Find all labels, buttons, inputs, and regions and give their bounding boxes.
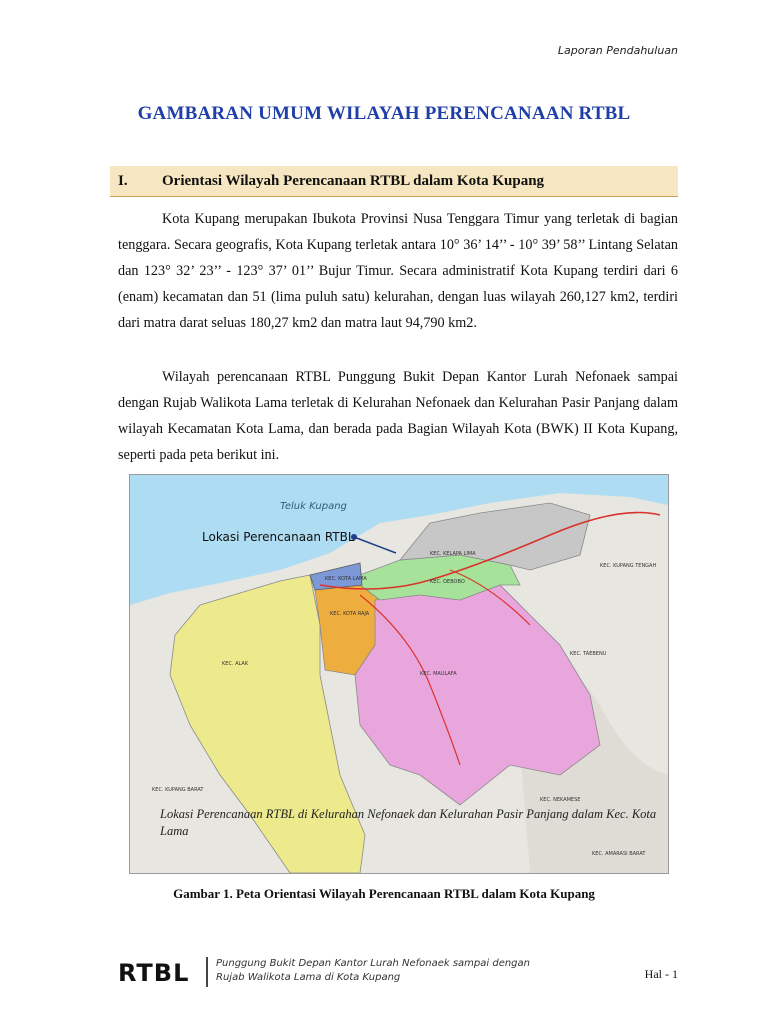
district-label: KEC. NEKAMESE	[540, 797, 581, 803]
section-heading-bar	[110, 166, 678, 197]
footer-subtitle-line1: Punggung Bukit Depan Kantor Lurah Nefonaek sampai dengan	[216, 958, 530, 969]
district-label: KEC. KUPANG BARAT	[152, 787, 204, 793]
district-label: KEC. TAEBENU	[570, 651, 607, 657]
footer-subtitle	[216, 957, 596, 985]
section-number: I.	[118, 172, 128, 189]
district-label: KEC. KUPANG TENGAH	[600, 563, 657, 569]
footer-subtitle-line2: Rujab Walikota Lama di Kota Kupang	[216, 972, 401, 983]
sea-label: Teluk Kupang	[280, 501, 347, 512]
district-label: KEC. KELAPA LIMA	[430, 551, 476, 557]
page-footer	[118, 955, 678, 995]
district-label: KEC. MAULAFA	[420, 671, 457, 677]
district-label: KEC. OEBOBO	[430, 579, 465, 585]
district-label: KEC. KOTA RAJA	[330, 611, 370, 617]
district-label: KEC. KOTA LAMA	[325, 576, 367, 582]
district-label: KEC. ALAK	[222, 661, 249, 667]
paragraph-1: Kota Kupang merupakan Ibukota Provinsi Nusa Tenggara Timur yang terletak di bagian tenggara. Secara geografis, Kota Kupang terletak antara 10° 36’ 14’’ - 10° 39’ 58’’ Lintang Selatan dan 123° 32’ 23’’ - 123° 37’ 01’’ Bujur Timur. Secara administratif Kota Kupang terdiri dari 6 (enam) kecamatan dan 51 (lima puluh satu) kelurahan, dengan luas wilayah 260,127 km2, terdiri dari matra darat seluas 180,27 km2 dan matra laut 94,790 km2.	[118, 211, 678, 331]
section-heading: Orientasi Wilayah Perencanaan RTBL dalam Kota Kupang	[162, 172, 545, 189]
paragraph-2: Wilayah perencanaan RTBL Punggung Bukit Depan Kantor Lurah Nefonaek sampai dengan Rujab Walikota Lama terletak di Kelurahan Nefonaek dan Kelurahan Pasir Panjang dalam wilayah Kecamatan Kota Lama, dan berada pada Bagian Wilayah Kota (BWK) II Kota Kupang, seperti pada peta berikut ini.	[118, 369, 678, 463]
figure-caption: Gambar 1. Peta Orientasi Wilayah Perencanaan RTBL dalam Kota Kupang	[173, 886, 595, 901]
map-caption: Lokasi Perencanaan RTBL di Kelurahan Nefonaek dan Kelurahan Pasir Panjang dalam Kec. Kota Lama	[160, 807, 657, 838]
footer-divider	[206, 957, 208, 987]
page-number: Hal - 1	[644, 967, 678, 981]
page-title: GAMBARAN UMUM WILAYAH PERENCANAAN RTBL	[137, 103, 631, 124]
location-callout-label: Lokasi Perencanaan RTBL	[202, 530, 355, 544]
district-label: KEC. AMARASI BARAT	[592, 851, 646, 857]
footer-brand: RTBL	[118, 959, 190, 987]
header-note: Laporan Pendahuluan	[557, 44, 678, 57]
